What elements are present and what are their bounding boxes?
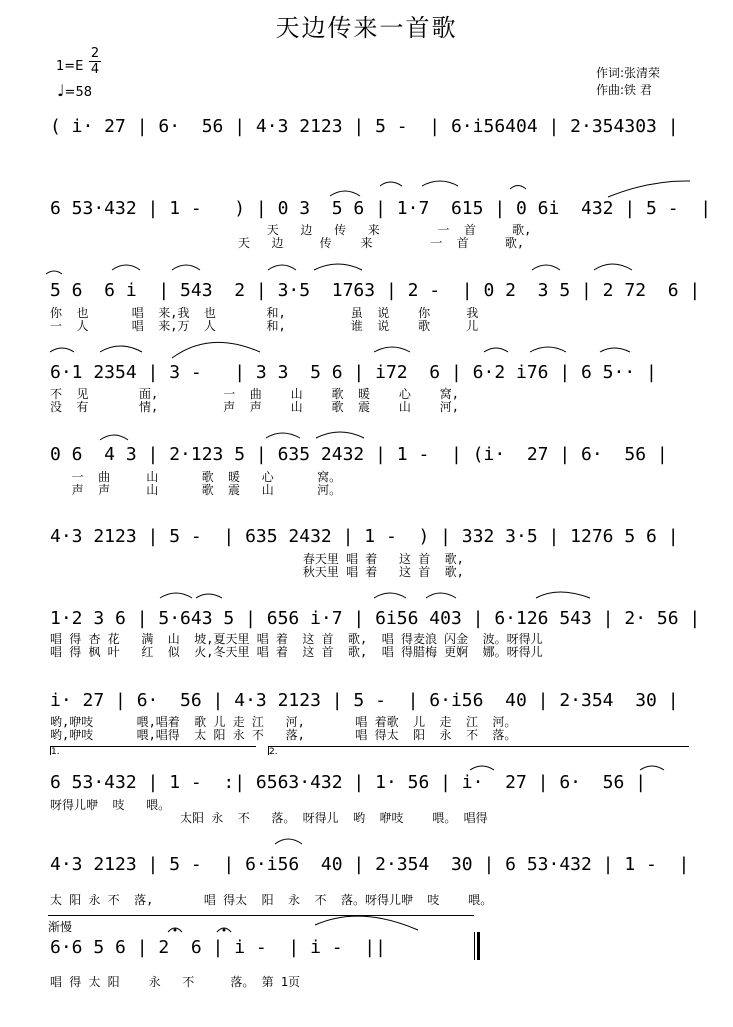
lyrics-row-7-verse-1: 唱 得 杏 花 满 山 坡,夏天里 唱 着 这 首 歌, 唱 得麦浪 闪金 波。呀得儿 [50, 632, 543, 646]
lyrics-row-4-verse-1: 不 见 面, 一 曲 山 歌 暖 心 窝, [50, 387, 459, 401]
lyricist: 作词:张清荣 [596, 66, 661, 80]
slur [196, 594, 222, 598]
slur [275, 839, 302, 844]
notation-row-10: 4·3 2123 | 5 - | 6·i56 40 | 2·354 30 | 6 53·432 | 1 - | [50, 854, 690, 875]
slur [600, 348, 630, 352]
slur [608, 181, 690, 197]
slur [374, 593, 406, 598]
notation-row-1: ( i· 27 | 6· 56 | 4·3 2123 | 5 - | 6·i56404 | 2·354303 | [50, 116, 679, 137]
tempo-value: =58 [64, 85, 92, 100]
slur [100, 346, 142, 352]
lyrics-row-5-verse-1: 一 曲 山 歌 暖 心 窝。 [50, 470, 342, 484]
lyrics-row-4-verse-2: 没 有 情, 声 声 山 歌 震 山 河, [50, 400, 459, 414]
notation-row-9: 6 53·432 | 1 - :| 6563·432 | 1· 56 | i· 27 | 6· 56 | [50, 772, 647, 793]
slur [172, 265, 200, 270]
fermata-dot [223, 929, 226, 932]
lyrics-row-3-verse-1: 你 也 唱 来,我 也 和, 虽 说 你 我 [50, 306, 479, 320]
slur [532, 265, 560, 270]
notation-row-2: 6 53·432 | 1 - ) | 0 3 5 6 | 1·7 615 | 0 6i 432 | 5 - | [50, 198, 712, 219]
slur [50, 348, 74, 352]
slur [640, 766, 664, 770]
final-barline-thick [477, 932, 480, 960]
volta-2-label: 2. [269, 747, 278, 757]
song-title: 天边传来一首歌 [275, 14, 458, 42]
slur [422, 181, 458, 186]
lyrics-row-9-verse-2: 太阳 永 不 落。 呀得儿 哟 咿吱 喂。 唱得 [50, 811, 488, 825]
slur [112, 265, 140, 270]
lyrics-row-7-verse-2: 唱 得 枫 叶 红 似 火,冬天里 唱 着 这 首 歌, 唱 得腊梅 更婀 娜。呀得儿 [50, 645, 543, 659]
slur [380, 182, 402, 186]
lyrics-row-8-verse-2: 哟,咿吱 喂,唱得 太 阳 永 不 落, 唱 得太 阳 永 不 落。 [50, 728, 517, 742]
slur [484, 348, 508, 352]
lyrics-row-9-verse-1: 呀得儿咿 吱 喂。 [50, 798, 171, 812]
time-signature-top: 2 [90, 46, 100, 61]
ritardando-marking: 渐慢 [48, 920, 73, 934]
notation-row-8: i· 27 | 6· 56 | 4·3 2123 | 5 - | 6·i56 40 | 2·354 30 | [50, 690, 679, 711]
notation-row-11: 6·6 5 6 | 2 6 | i - | i - || [50, 937, 386, 958]
slur [315, 916, 418, 930]
key-signature: 1=E [56, 59, 84, 74]
lyrics-row-10: 太 阳 永 不 落, 唱 得太 阳 永 不 落。呀得儿咿 吱 喂。 [50, 893, 493, 907]
fermata-dot [174, 929, 177, 932]
slur [46, 271, 62, 274]
slur [536, 592, 590, 598]
slur [316, 432, 364, 438]
time-signature-bottom: 4 [90, 62, 100, 77]
slur [510, 186, 526, 190]
lyrics-row-5-verse-2: 声 声 山 歌 震 山 河。 [50, 483, 342, 497]
slur [100, 435, 128, 440]
slur [530, 347, 566, 352]
notation-row-5: 0 6 4 3 | 2·123 5 | 635 2432 | 1 - | (i· 27 | 6· 56 | [50, 444, 668, 465]
lyrics-row-8-verse-1: 哟,咿吱 喂,唱着 歌 儿 走 江 河, 唱 着歌 儿 走 江 河。 [50, 715, 517, 729]
quarter-note-icon: ♩ [57, 81, 65, 100]
slur [172, 342, 260, 358]
composer: 作曲:铁 君 [596, 83, 652, 97]
lyrics-row-6-verse-1: 春天里 唱 着 这 首 歌, [50, 552, 464, 566]
final-barline-thin [474, 932, 475, 960]
slur [266, 433, 300, 438]
slur [426, 593, 456, 598]
volta-1-label: 1. [51, 747, 60, 757]
slur [330, 191, 360, 196]
slur [314, 264, 362, 270]
lyrics-row-11: 唱 得 太 阳 永 不 落。 第 1页 [50, 975, 301, 989]
slur [470, 766, 494, 770]
notation-row-3: 5 6 6 i | 543 2 | 3·5 1763 | 2 - | 0 2 3 5 | 2 72 6 | [50, 280, 701, 301]
slur [594, 264, 632, 270]
lyrics-row-3-verse-2: 一 人 唱 来,万 人 和, 谁 说 歌 儿 [50, 319, 479, 333]
lyrics-row-2-verse-2: 天 边 传 来 一 首 歌, [50, 236, 525, 250]
notation-row-6: 4·3 2123 | 5 - | 635 2432 | 1 - ) | 332 3·5 | 1276 5 6 | [50, 526, 679, 547]
notation-row-4: 6·1 2354 | 3 - | 3 3 5 6 | i72 6 | 6·2 i76 | 6 5·· | [50, 362, 657, 383]
notation-row-7: 1·2 3 6 | 5·643 5 | 656 i·7 | 6i56 403 | 6·126 543 | 2· 56 | [50, 608, 701, 629]
slur [160, 593, 192, 598]
lyrics-row-6-verse-2: 秋天里 唱 着 这 首 歌, [50, 565, 464, 579]
lyrics-row-2-verse-1: 天 边 传 来 一 首 歌, [50, 223, 532, 237]
slur [374, 347, 410, 352]
slur [268, 265, 296, 270]
